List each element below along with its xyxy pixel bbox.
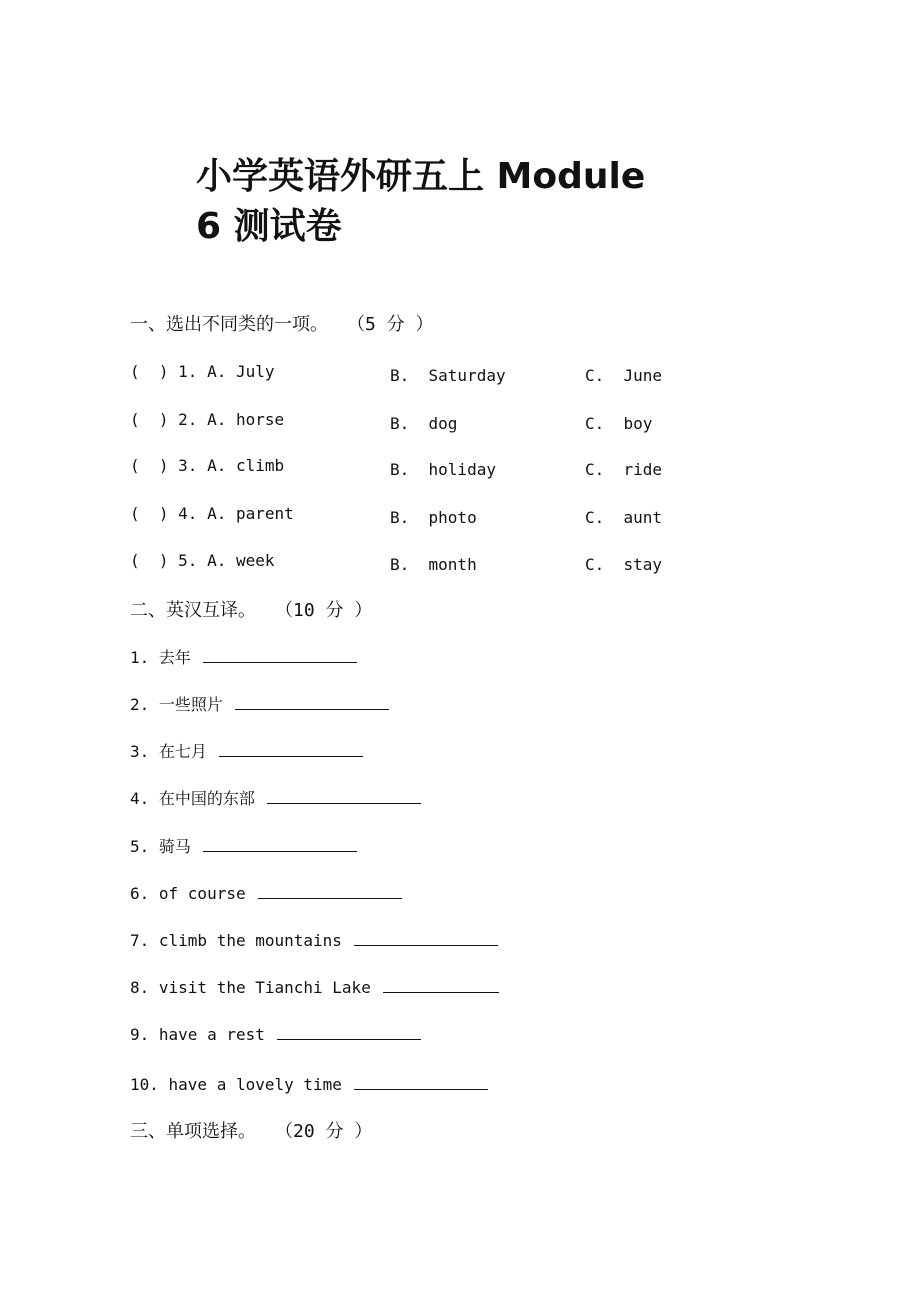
question-4-option-a: ( ) 4. A. parent <box>130 504 294 523</box>
translation-item-3: 3. 在七月 <box>130 739 363 762</box>
question-5-option-a: ( ) 5. A. week <box>130 551 275 570</box>
translation-item-10: 10. have a lovely time <box>130 1075 488 1094</box>
answer-blank-3[interactable] <box>219 742 363 757</box>
page-title <box>196 152 656 252</box>
page-title-line-2: 6 测试卷 <box>196 206 342 247</box>
question-1-option-a: ( ) 1. A. July <box>130 362 275 381</box>
translation-item-9: 9. have a rest <box>130 1025 421 1044</box>
question-2-option-b: B. dog <box>390 414 458 433</box>
translation-item-1: 1. 去年 <box>130 645 357 668</box>
answer-blank-2[interactable] <box>235 695 389 710</box>
answer-blank-6[interactable] <box>258 884 402 899</box>
question-5-option-b: B. month <box>390 555 477 574</box>
translation-item-2: 2. 一些照片 <box>130 692 389 715</box>
translation-item-4: 4. 在中国的东部 <box>130 786 421 809</box>
section-2-heading <box>130 596 372 622</box>
question-2-option-c: C. boy <box>585 414 653 433</box>
question-row-3 <box>130 456 750 486</box>
answer-blank-1[interactable] <box>203 648 357 663</box>
section-3-score: （20 分 ） <box>284 1121 373 1142</box>
question-4-option-c: C. aunt <box>585 508 663 527</box>
section-3-heading <box>130 1117 372 1143</box>
translation-item-7: 7. climb the mountains <box>130 931 498 950</box>
section-3-title: 三、单项选择。 <box>130 1121 256 1142</box>
translation-item-6: 6. of course <box>130 884 402 903</box>
question-row-5 <box>130 551 750 581</box>
section-2-title: 二、英汉互译。 <box>130 600 256 621</box>
question-row-1 <box>130 362 750 392</box>
question-1-option-c: C. June <box>585 366 663 385</box>
answer-blank-5[interactable] <box>203 837 357 852</box>
question-3-option-a: ( ) 3. A. climb <box>130 456 285 475</box>
question-5-option-c: C. stay <box>585 555 663 574</box>
answer-blank-10[interactable] <box>354 1075 488 1090</box>
question-3-option-c: C. ride <box>585 460 663 479</box>
question-2-option-a: ( ) 2. A. horse <box>130 410 285 429</box>
section-2-score: （10 分 ） <box>284 600 373 621</box>
question-1-option-b: B. Saturday <box>390 366 506 385</box>
answer-blank-8[interactable] <box>383 978 499 993</box>
translation-item-5: 5. 骑马 <box>130 834 357 857</box>
translation-item-8: 8. visit the Tianchi Lake <box>130 978 499 997</box>
question-row-4 <box>130 504 750 534</box>
section-1-heading <box>130 310 434 336</box>
answer-blank-4[interactable] <box>267 789 421 804</box>
section-1-title: 一、选出不同类的一项。 <box>130 314 328 335</box>
page-title-line-1: 小学英语外研五上 Module <box>196 156 646 197</box>
question-row-2 <box>130 410 750 440</box>
answer-blank-9[interactable] <box>277 1025 421 1040</box>
section-1-score: （5 分 ） <box>356 314 434 335</box>
answer-blank-7[interactable] <box>354 931 498 946</box>
question-3-option-b: B. holiday <box>390 460 496 479</box>
question-4-option-b: B. photo <box>390 508 477 527</box>
